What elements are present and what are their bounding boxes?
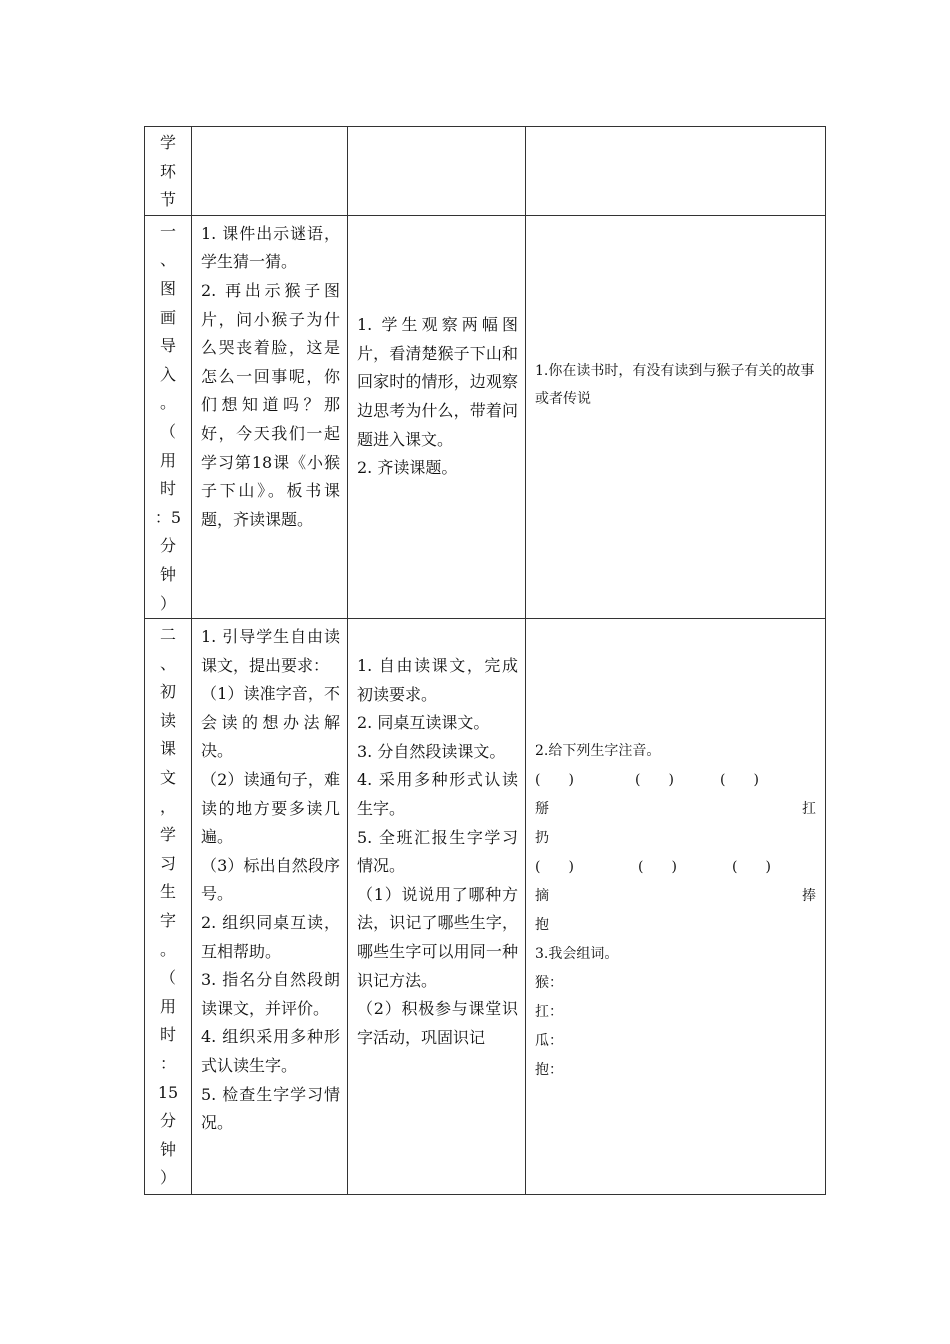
char: 扔 bbox=[535, 830, 549, 847]
section-1-student-step-1: 1. 学生观察两幅图片，看清楚猴子下山和回家时的情形，边观察边思考为什么，带着问题进入课文。 bbox=[357, 315, 518, 449]
section-1-row bbox=[145, 215, 826, 618]
stage-header-cell bbox=[145, 127, 192, 216]
stage-char: 入 bbox=[159, 364, 176, 384]
stage-char: 图 bbox=[159, 278, 176, 298]
section-1-teacher-step-1: 1. 课件出示谜语，学生猜一猜。 bbox=[201, 223, 340, 272]
stage-char: 、 bbox=[159, 250, 176, 270]
word-item: 扛： bbox=[535, 1004, 563, 1021]
pinyin-blank: ( ) bbox=[535, 859, 574, 876]
stage-char: 15 bbox=[157, 1082, 179, 1102]
stage-char: 分 bbox=[159, 1111, 176, 1131]
section-1-exercise-cell bbox=[526, 215, 826, 618]
section-1-teacher-step-2: 2. 再出示猴子图片，问小猴子为什么哭丧着脸，这是怎么一回事呢，你们想知道吗？那好，今天我们一起学习第18课《小猴子下山》。板书课题，齐读课题。 bbox=[201, 280, 340, 529]
stage-char: 用 bbox=[159, 996, 176, 1016]
student-header-cell bbox=[348, 127, 526, 216]
stage-char: 学 bbox=[159, 133, 176, 152]
section-2-student-sub-2: （2）积极参与课堂识字活动，巩固识记 bbox=[357, 999, 518, 1047]
pinyin-blank: ( ) bbox=[720, 772, 759, 789]
pinyin-blank: ( ) bbox=[732, 859, 771, 876]
section-2-teacher-step-2: 2. 组织同桌互读，互相帮助。 bbox=[201, 913, 340, 961]
char: 掰 bbox=[535, 801, 549, 818]
char: 摘 bbox=[535, 888, 549, 905]
section-2-row bbox=[145, 619, 826, 1195]
stage-char: 导 bbox=[159, 336, 176, 356]
stage-char: 初 bbox=[159, 682, 176, 702]
section-2-teacher-step-3: 3. 指名分自然段朗读课文，并评价。 bbox=[201, 970, 340, 1018]
stage-char: 读 bbox=[159, 710, 176, 730]
stage-header-text bbox=[145, 127, 191, 215]
stage-char: ） bbox=[159, 1168, 176, 1188]
section-2-student-sub-1: （1）说说用了哪种方法，识记了哪些生字，哪些生字可以用同一种识记方法。 bbox=[357, 884, 518, 990]
stage-char: 。 bbox=[159, 393, 176, 413]
stage-char: ：5 bbox=[154, 507, 182, 527]
section-1-student-step-2: 2. 齐读课题。 bbox=[357, 458, 458, 478]
lesson-plan-table bbox=[144, 126, 826, 1195]
pinyin-blanks-row-1 bbox=[535, 766, 816, 795]
section-2-teacher-step-4: 4. 组织采用多种形式认读生字。 bbox=[201, 1027, 340, 1075]
pinyin-blank: ( ) bbox=[638, 859, 677, 876]
section-2-student-step-1: 1. 自由读课文，完成初读要求。 bbox=[357, 656, 518, 704]
teacher-header-cell bbox=[192, 127, 348, 216]
stage-char: 文 bbox=[159, 768, 176, 788]
chars-row-2 bbox=[535, 882, 816, 911]
section-2-teacher-cell bbox=[192, 619, 348, 1195]
stage-char: 学 bbox=[159, 825, 176, 845]
section-2-student-step-2: 2. 同桌互读课文。 bbox=[357, 713, 490, 733]
section-2-teacher-sub-3: （3）标出自然段序号。 bbox=[201, 855, 340, 904]
section-1-exercise-q1: 1.你在读书时，有没有读到与猴子有关的故事或者传说 bbox=[535, 362, 815, 407]
stage-char: 课 bbox=[159, 739, 176, 759]
stage-char: 、 bbox=[159, 653, 176, 673]
stage-char: 生 bbox=[159, 882, 176, 902]
char: 抱 bbox=[535, 917, 549, 934]
stage-char: 。 bbox=[159, 939, 176, 959]
exercise-header-cell bbox=[526, 127, 826, 216]
section-1-stage-cell bbox=[145, 215, 192, 618]
exercise-q3-title: 3.我会组词。 bbox=[535, 946, 619, 963]
char: 捧 bbox=[802, 888, 816, 905]
stage-char: 钟 bbox=[159, 564, 176, 584]
stage-char: ， bbox=[159, 796, 176, 816]
stage-char: 时 bbox=[159, 479, 176, 499]
section-1-teacher-cell bbox=[192, 215, 348, 618]
section-2-teacher-step-1: 1. 引导学生自由读课文，提出要求： bbox=[201, 627, 340, 675]
char: 扛 bbox=[802, 801, 816, 818]
stage-char: 时 bbox=[159, 1025, 176, 1045]
section-2-stage-text bbox=[145, 619, 191, 1193]
stage-char: 环 bbox=[159, 161, 176, 181]
stage-char: 二 bbox=[159, 625, 176, 645]
section-2-exercise-cell bbox=[526, 619, 826, 1195]
section-1-student-cell bbox=[348, 215, 526, 618]
pinyin-blanks-row-2 bbox=[535, 853, 816, 882]
section-2-student-cell bbox=[348, 619, 526, 1195]
word-item: 瓜： bbox=[535, 1033, 563, 1050]
stage-char: 用 bbox=[159, 450, 176, 470]
section-2-student-step-4: 4. 采用多种形式认读生字。 bbox=[357, 770, 518, 819]
pinyin-blank: ( ) bbox=[535, 772, 574, 789]
stage-char: （ bbox=[159, 968, 176, 988]
stage-char: 一 bbox=[159, 221, 176, 241]
stage-char: 习 bbox=[159, 853, 176, 873]
stage-char: 画 bbox=[159, 307, 176, 327]
section-2-teacher-sub-1: （1）读准字音，不会读的想办法解决。 bbox=[201, 684, 340, 761]
header-row bbox=[145, 127, 826, 216]
section-2-teacher-sub-2: （2）读通句子，难读的地方要多读几遍。 bbox=[201, 770, 340, 847]
stage-char: 节 bbox=[159, 190, 176, 210]
chars-row-1 bbox=[535, 795, 816, 824]
stage-char: ） bbox=[159, 593, 176, 613]
pinyin-blank: ( ) bbox=[635, 772, 674, 789]
word-item: 抱： bbox=[535, 1062, 563, 1079]
stage-char: （ bbox=[159, 421, 176, 441]
section-2-teacher-step-5: 5. 检查生字学习情况。 bbox=[201, 1084, 340, 1133]
section-1-stage-text bbox=[145, 216, 191, 618]
stage-char: 分 bbox=[159, 536, 176, 556]
exercise-q2-title: 2.给下列生字注音。 bbox=[535, 743, 661, 760]
section-2-student-step-5: 5. 全班汇报生字学习情况。 bbox=[357, 827, 518, 876]
section-2-stage-cell bbox=[145, 619, 192, 1195]
stage-char: 字 bbox=[159, 911, 176, 931]
word-item: 猴： bbox=[535, 975, 563, 992]
section-2-student-step-3: 3. 分自然段读课文。 bbox=[357, 741, 506, 761]
stage-char: 钟 bbox=[159, 1139, 176, 1159]
stage-char: ： bbox=[159, 1054, 176, 1073]
